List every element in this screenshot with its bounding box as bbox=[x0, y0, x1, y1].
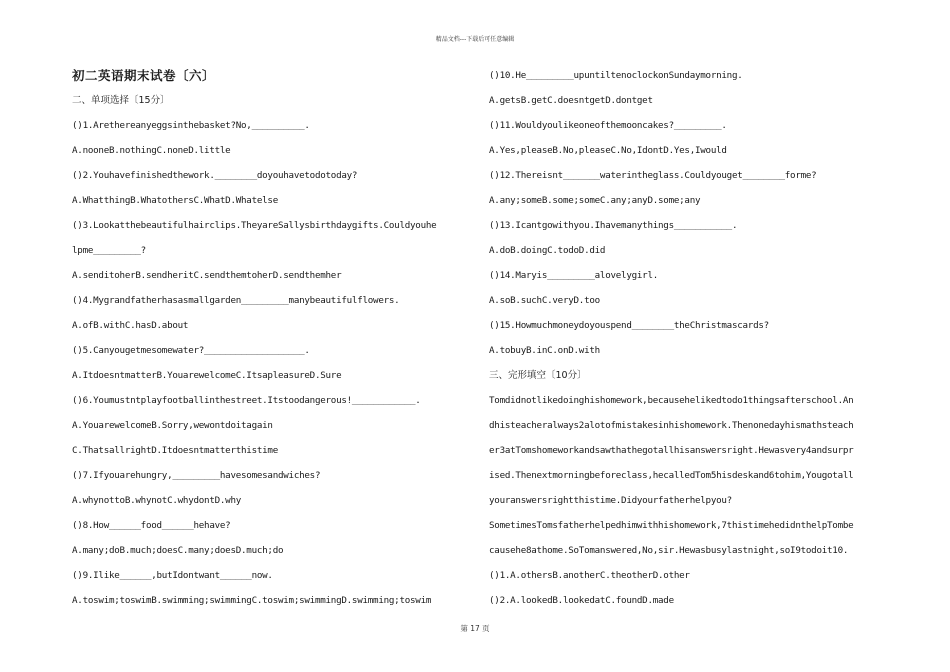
options-line: A.YouarewelcomeB.Sorry,wewontdoitagain bbox=[72, 420, 273, 431]
cloze-question-line: ()2.A.lookedB.lookedatC.foundD.made bbox=[489, 595, 674, 606]
cloze-passage-line: causehe8athome.SoTomanswered,No,sir.Hewasbusylastnight,soI9todoit10. bbox=[489, 545, 849, 556]
cloze-passage-line: youranswersrightthistime.Didyourfatherhelpyou? bbox=[489, 495, 732, 506]
question-line: ()5.Canyougetmesomewater?___________________. bbox=[72, 345, 310, 356]
cloze-passage-line: SometimesTomsfatherhelpedhimwithhishomework,7thistimehedidnthelpTombe bbox=[489, 520, 854, 531]
options-line: C.ThatsallrightD.Itdoesntmatterthistime bbox=[72, 445, 278, 456]
section-heading-single-choice: 二、单项选择〔15分〕 bbox=[72, 95, 170, 106]
options-line: A.getsB.getC.doesntgetD.dontget bbox=[489, 95, 653, 106]
options-line: A.ItdoesntmatterB.YouarewelcomeC.ItsapleasureD.Sure bbox=[72, 370, 342, 381]
options-line: A.ofB.withC.hasD.about bbox=[72, 320, 189, 331]
question-line: ()15.Howmuchmoneydoyouspend________theChristmascards? bbox=[489, 320, 769, 331]
question-line: ()3.Lookatthebeautifulhairclips.TheyareSallysbirthdaygifts.Couldyouhe bbox=[72, 220, 437, 231]
options-line: A.nooneB.nothingC.noneD.little bbox=[72, 145, 231, 156]
options-line: A.WhatthingB.WhatothersC.WhatD.Whatelse bbox=[72, 195, 278, 206]
question-line: ()4.Mygrandfatherhasasmallgarden_________manybeautifulflowers. bbox=[72, 295, 400, 306]
question-line: ()9.Ilike______,butIdontwant______now. bbox=[72, 570, 273, 581]
question-line: ()7.Ifyouarehungry,_________havesomesandwiches? bbox=[72, 470, 321, 481]
question-line: ()1.Arethereanyeggsinthebasket?No,__________. bbox=[72, 120, 310, 131]
options-line: A.toswim;toswimB.swimming;swimmingC.toswim;swimmingD.swimming;toswim bbox=[72, 595, 432, 606]
page-header: 精品文档---下载后可任意编辑 bbox=[435, 36, 515, 43]
question-line: ()8.How______food______hehave? bbox=[72, 520, 231, 531]
options-line: A.senditoherB.sendheritC.sendthemtoherD.sendthemher bbox=[72, 270, 342, 281]
question-line: ()12.Thereisnt_______waterintheglass.Couldyouget________forme? bbox=[489, 170, 817, 181]
options-line: A.tobuyB.inC.onD.with bbox=[489, 345, 600, 356]
left-column bbox=[72, 63, 467, 613]
exam-title: 初二英语期末试卷〔六〕 bbox=[72, 68, 216, 83]
question-line-continued: lpme_________? bbox=[72, 245, 146, 256]
question-line: ()2.Youhavefinishedthework.________doyouhavetodotoday? bbox=[72, 170, 358, 181]
section-heading-cloze: 三、完形填空〔10分〕 bbox=[489, 370, 587, 381]
question-line: ()14.Maryis_________alovelygirl. bbox=[489, 270, 659, 281]
question-line: ()11.Wouldyoulikeoneofthemooncakes?_________. bbox=[489, 120, 727, 131]
options-line: A.whynottoB.whynotC.whydontD.why bbox=[72, 495, 242, 506]
cloze-passage-line: er3atTomshomeworkandsawthathegotallhisanswersright.Hewasvery4andsurpr bbox=[489, 445, 854, 456]
options-line: A.doB.doingC.todoD.did bbox=[489, 245, 606, 256]
right-column bbox=[489, 63, 884, 613]
cloze-question-line: ()1.A.othersB.anotherC.theotherD.other bbox=[489, 570, 690, 581]
question-line: ()10.He_________upuntiltenoclockonSundaymorning. bbox=[489, 70, 743, 81]
question-line: ()13.Icantgowithyou.Ihavemanythings___________. bbox=[489, 220, 738, 231]
question-line: ()6.Youmustntplayfootballinthestreet.Itstoodangerous!____________. bbox=[72, 395, 421, 406]
options-line: A.any;someB.some;someC.any;anyD.some;any bbox=[489, 195, 701, 206]
options-line: A.soB.suchC.veryD.too bbox=[489, 295, 600, 306]
cloze-passage-line: dhisteacheralways2alotofmistakesinhishomework.Thenonedayhismathsteach bbox=[489, 420, 854, 431]
options-line: A.many;doB.much;doesC.many;doesD.much;do bbox=[72, 545, 284, 556]
cloze-passage-line: Tomdidnotlikedoinghishomework,becausehelikedtodo1thingsafterschool.An bbox=[489, 395, 854, 406]
cloze-passage-line: ised.Thenextmorningbeforeclass,hecalledTom5hisdeskand6tohim,Yougotall bbox=[489, 470, 854, 481]
options-line: A.Yes,pleaseB.No,pleaseC.No,IdontD.Yes,Iwould bbox=[489, 145, 727, 156]
page-footer: 第 17 页 bbox=[460, 624, 490, 633]
